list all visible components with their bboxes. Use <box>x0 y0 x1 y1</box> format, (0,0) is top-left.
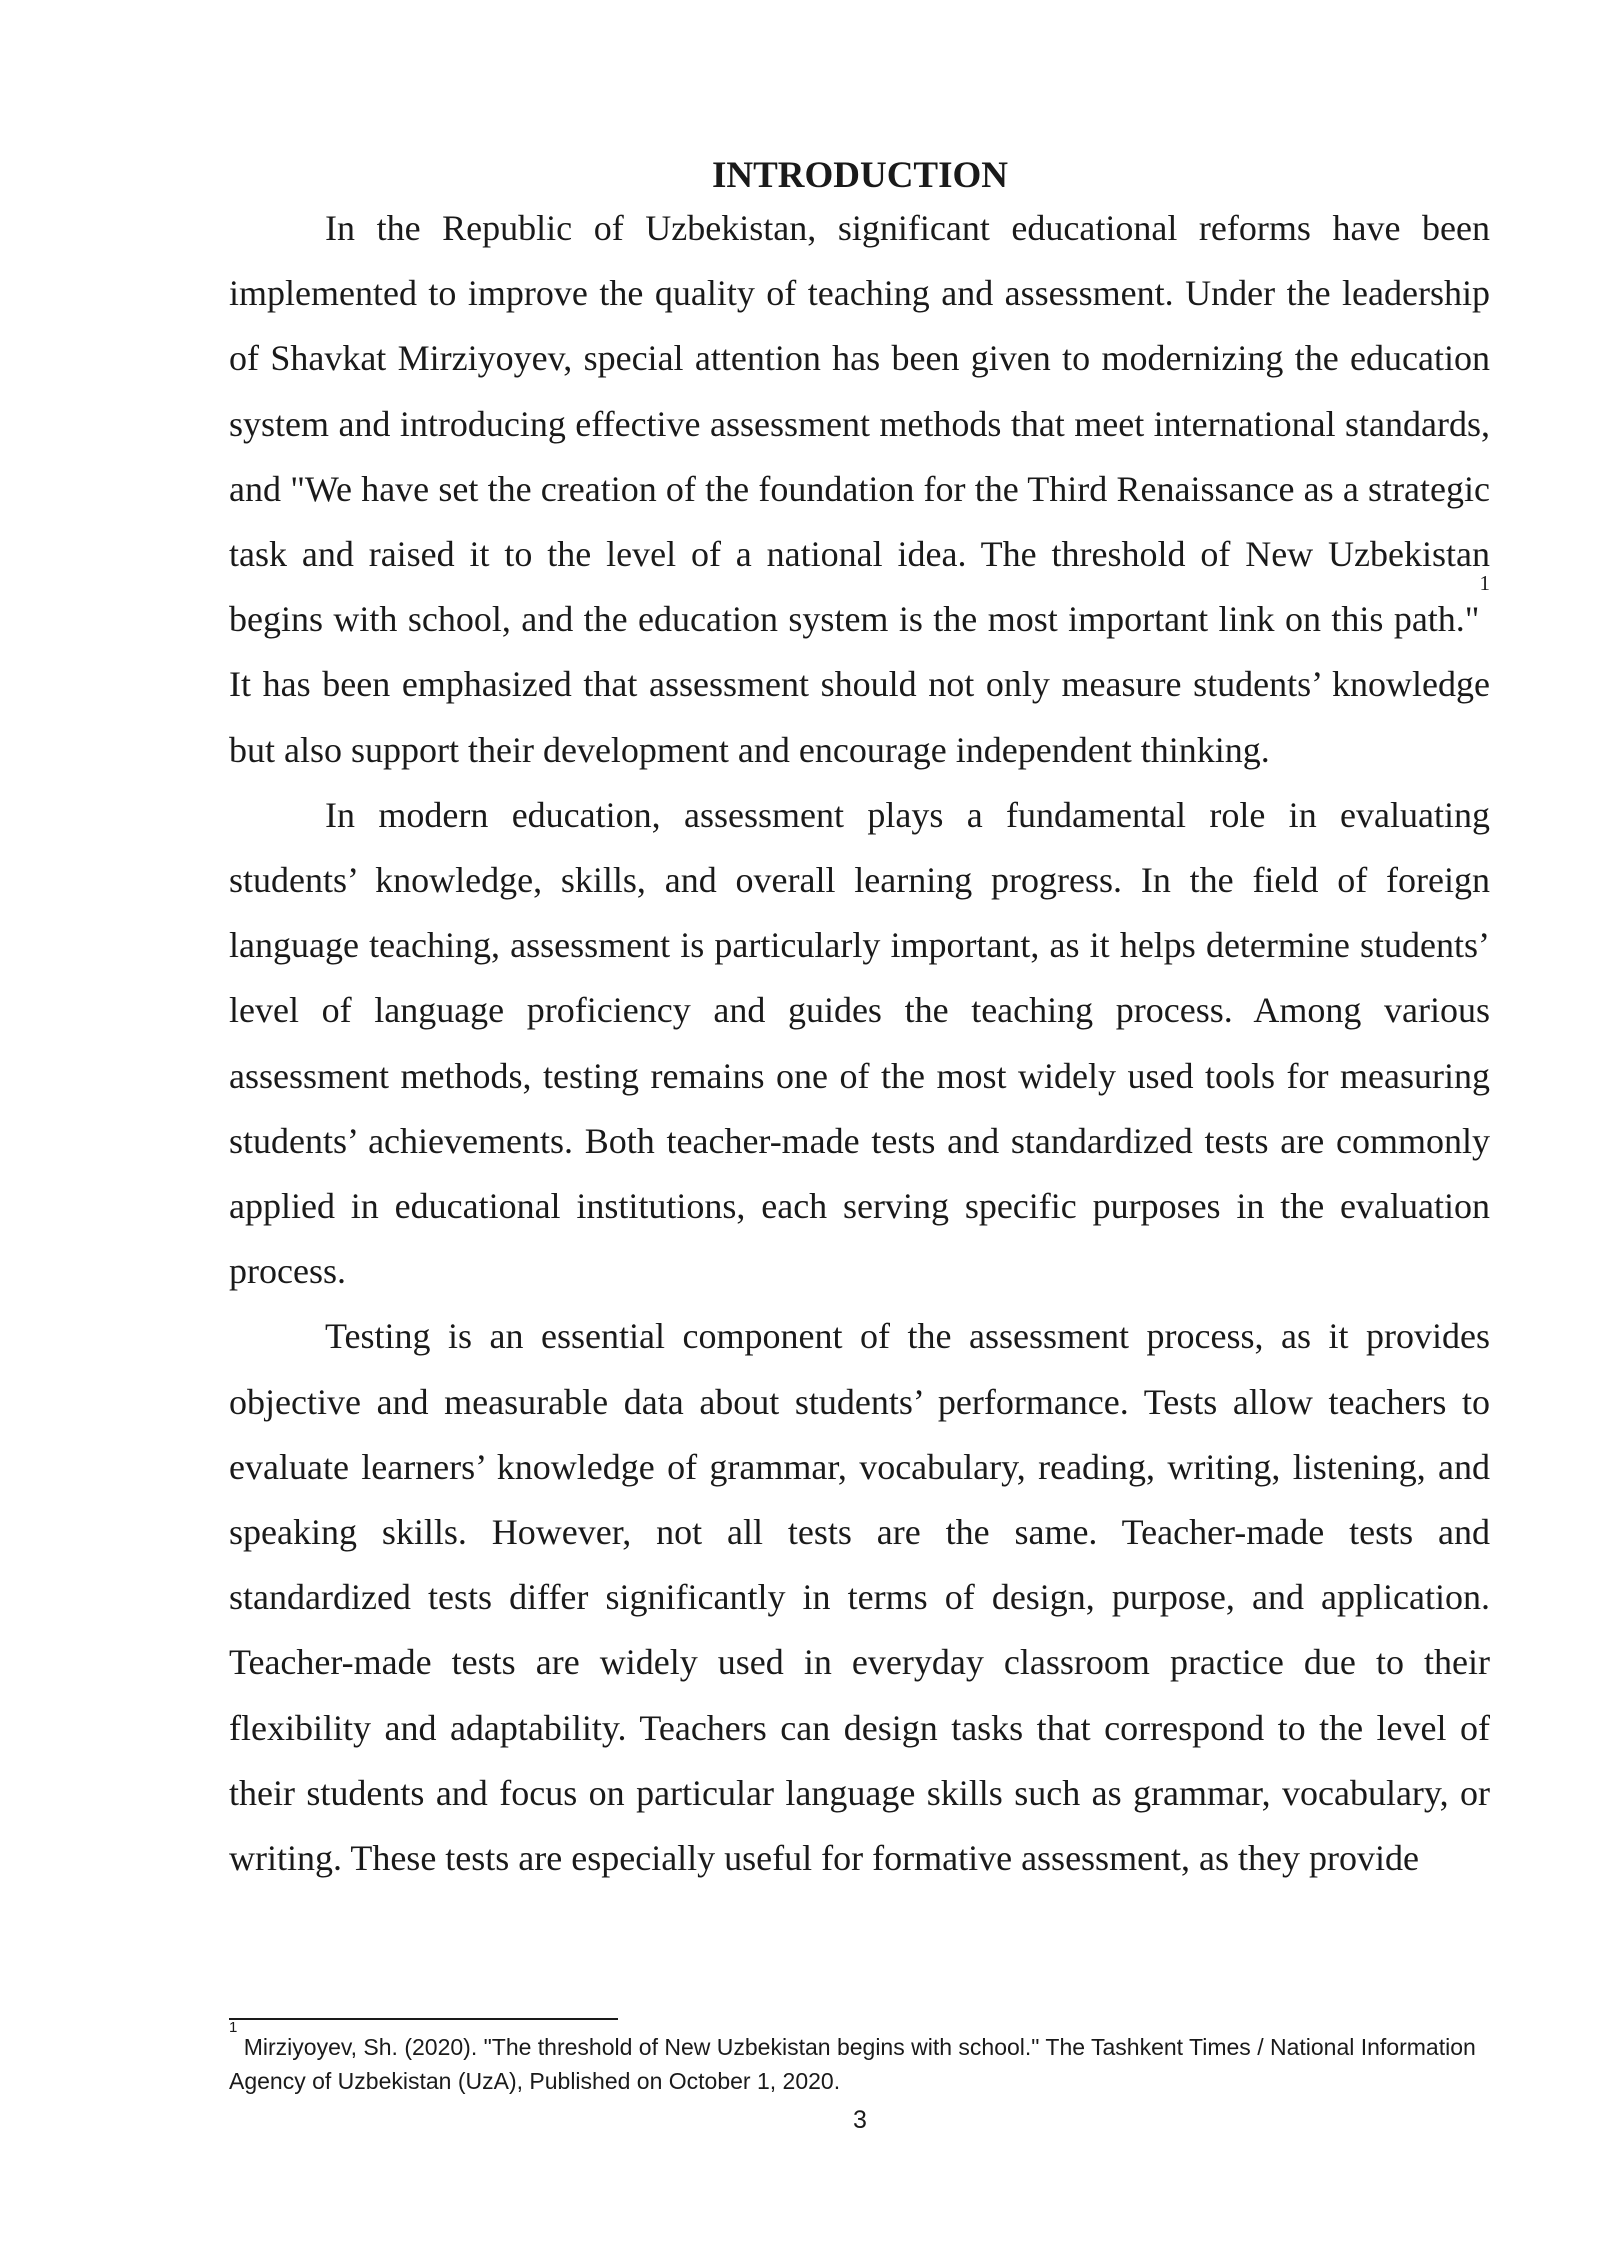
paragraph-1-text: In the Republic of Uzbekistan, significant educational reforms have been implemented to improve the quality of teaching and assessment. Under the leadership of Shavkat Mirziyoyev, special attention has been given to modernizing the education system and introducing effective assessment methods that meet international standards, and "We have set the creation of the foundation for the Third Renaissance as a strategic task and raised it to the level of a national idea. The threshold of New Uzbekistan begins with school, and the education system is the most important link on this path." <box>229 208 1490 640</box>
footnote-reference: 1 <box>1479 571 1490 596</box>
page-title: INTRODUCTION <box>711 155 1009 196</box>
paragraph-1-continuation: It has been emphasized that assessment should not only measure students’ knowledge but also support their development and encourage independent thinking. <box>229 664 1490 770</box>
page-number: 3 <box>853 2106 867 2134</box>
paragraph-1 <box>229 196 1490 783</box>
paragraph-2: In modern education, assessment plays a fundamental role in evaluating students’ knowledge, skills, and overall learning progress. In the field of foreign language teaching, assessment is particularly important, as it helps determine students’ level of language proficiency and guides the teaching process. Among various assessment methods, testing remains one of the most widely used tools for measuring students’ achievements. Both teacher-made tests and standardized tests are commonly applied in educational institutions, each serving specific purposes in the evaluation process. <box>229 794 1490 1292</box>
footnote-divider <box>229 2018 618 2020</box>
paragraph-3: Testing is an essential component of the assessment process, as it provides objective and measurable data about students’ performance. Tests allow teachers to evaluate learners’ knowledge of grammar, vocabulary, reading, writing, listening, and speaking skills. However, not all tests are the same. Teacher-made tests and standardized tests differ significantly in terms of design, purpose, and application. Teacher-made tests are widely used in everyday classroom practice due to their flexibility and adaptability. Teachers can design tasks that correspond to the level of their students and focus on particular language skills such as grammar, vocabulary, or writing. These tests are especially useful for formative assessment, as they provide <box>229 1316 1490 1879</box>
footnote-mark: 1 <box>229 2019 238 2036</box>
body-text <box>229 196 1490 1891</box>
footnote-text: Mirziyoyev, Sh. (2020). "The threshold of New Uzbekistan begins with school." The Tashkent Times / National Information Agency of Uzbekistan (UzA), Published on October 1, 2020. <box>229 2034 1476 2094</box>
footnote <box>229 2019 1494 2098</box>
